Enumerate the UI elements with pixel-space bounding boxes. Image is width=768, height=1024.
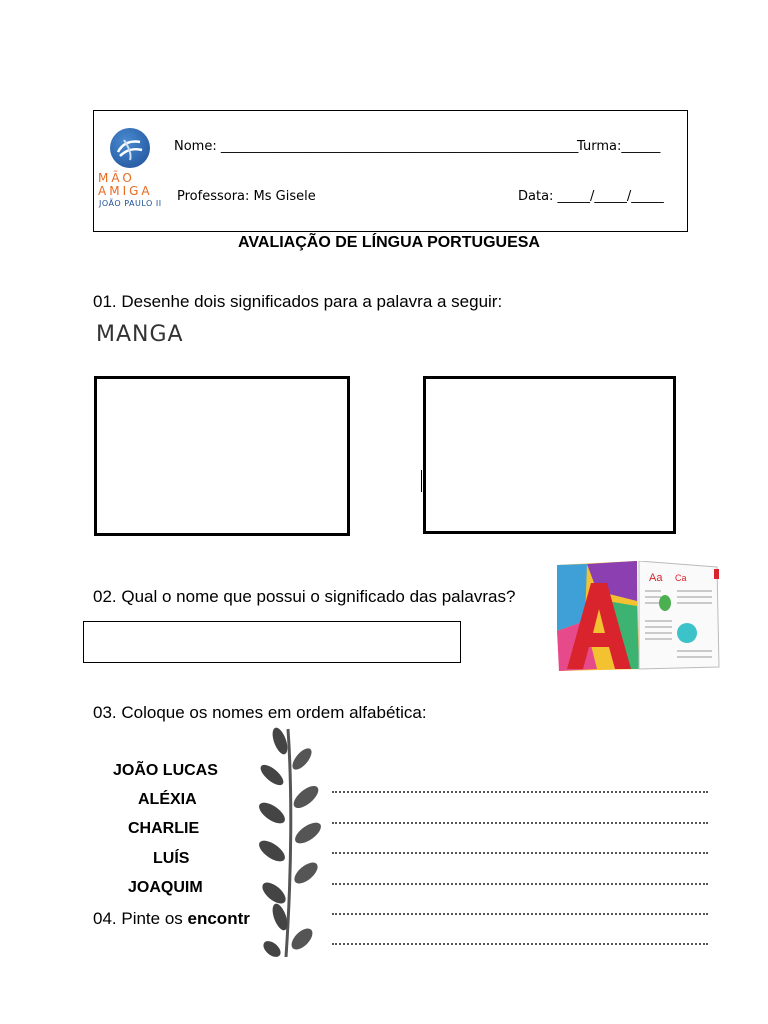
answer-line-2[interactable] bbox=[332, 822, 708, 824]
text-cursor bbox=[421, 470, 422, 492]
logo-text-amiga: AMIGA bbox=[98, 184, 153, 198]
answer-line-5[interactable] bbox=[332, 913, 708, 915]
question-4-text bbox=[93, 909, 257, 929]
professora-label: Professora: Ms Gisele bbox=[177, 189, 316, 204]
logo-text-joao-paulo: JOÃO PAULO II bbox=[99, 199, 162, 208]
answer-line-1[interactable] bbox=[332, 791, 708, 793]
name-item-4: LUÍS bbox=[153, 850, 190, 867]
question-2-text: 02. Qual o nome que possui o significado das palavras? bbox=[93, 587, 516, 606]
svg-text:Aa: Aa bbox=[649, 572, 663, 584]
answer-line-4[interactable] bbox=[332, 883, 708, 885]
drawing-box-2[interactable] bbox=[423, 376, 676, 534]
page-title: AVALIAÇÃO DE LÍNGUA PORTUGUESA bbox=[238, 234, 540, 251]
question-4-prefix: 04. Pinte os bbox=[93, 909, 188, 928]
name-item-5: JOAQUIM bbox=[128, 879, 203, 896]
hands-icon bbox=[110, 128, 150, 168]
leaf-branch-icon bbox=[258, 727, 324, 957]
header-box bbox=[93, 110, 688, 232]
question-4-bold: encontr bbox=[187, 909, 250, 928]
name-item-1: JOÃO LUCAS bbox=[113, 762, 218, 779]
data-field-label[interactable]: Data: _____/_____/_____ bbox=[518, 189, 664, 204]
question-3-text: 03. Coloque os nomes em ordem alfabética: bbox=[93, 703, 427, 722]
answer-line-3[interactable] bbox=[332, 852, 708, 854]
question-1-word: MANGA bbox=[96, 322, 184, 347]
question-1-text: 01. Desenhe dois significados para a palavra a seguir: bbox=[93, 292, 503, 311]
drawing-box-1[interactable] bbox=[94, 376, 350, 536]
name-item-3: CHARLIE bbox=[128, 820, 200, 837]
dictionary-book-icon bbox=[557, 561, 722, 671]
logo-hands-icon bbox=[110, 128, 150, 168]
answer-box-2[interactable] bbox=[83, 621, 461, 663]
turma-field-label[interactable]: Turma:______ bbox=[577, 139, 661, 154]
nome-field-label[interactable]: Nome: _______________________________________________________ bbox=[174, 139, 579, 154]
svg-text:Ca: Ca bbox=[675, 573, 687, 583]
name-item-2: ALÉXIA bbox=[138, 791, 197, 808]
logo-text-mao: MÃO bbox=[98, 171, 135, 185]
answer-line-6[interactable] bbox=[332, 943, 708, 945]
